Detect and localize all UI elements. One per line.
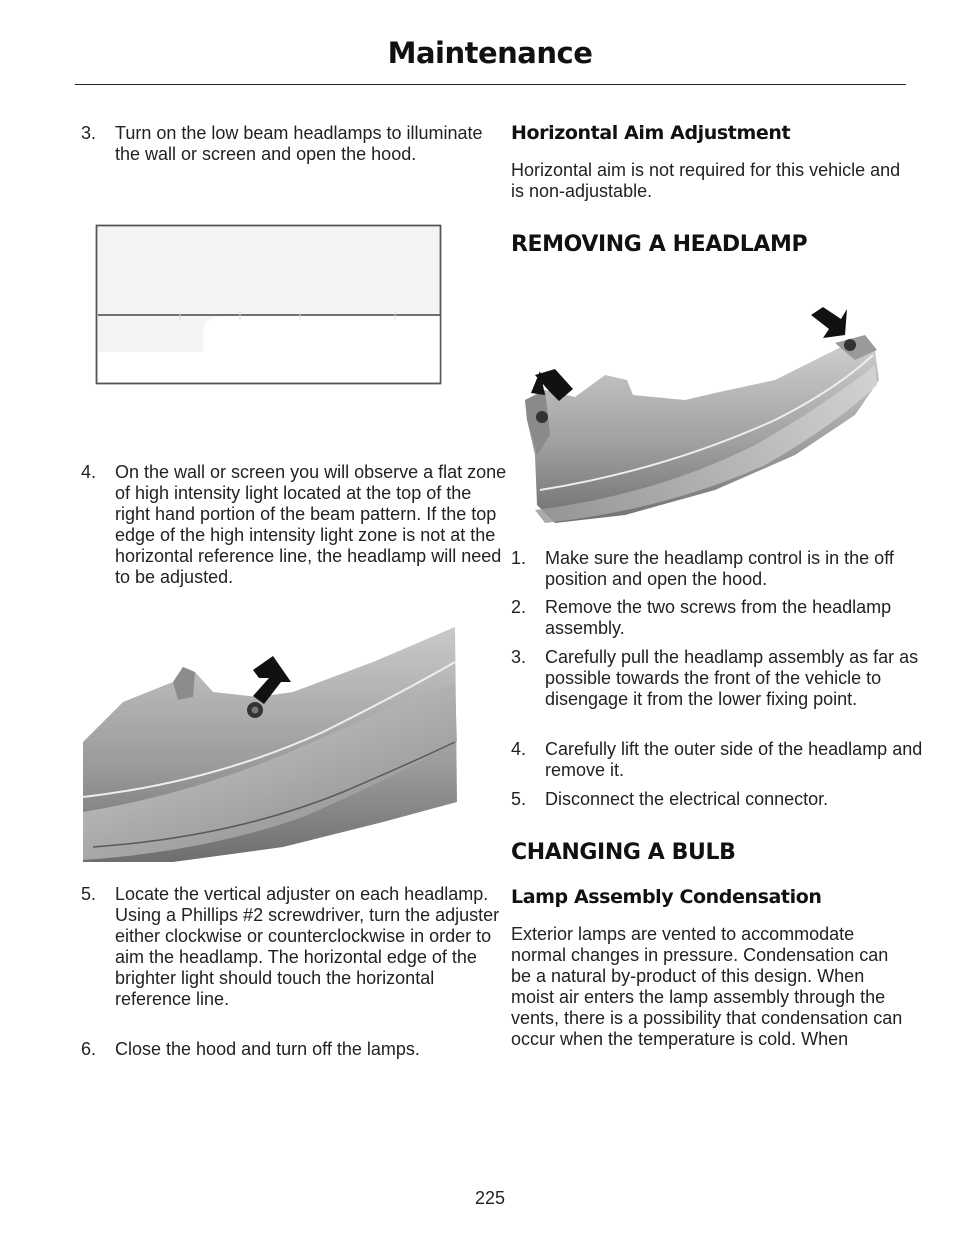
step-number: 3. <box>511 647 527 667</box>
step-4 <box>81 462 507 588</box>
step-text: Make sure the headlamp control is in the off position and open the hood. <box>545 548 894 589</box>
step-text: Carefully pull the headlamp assembly as far as possible towards the front of the vehicle to disengage it from the lower fixing point. <box>545 647 919 709</box>
header-divider <box>75 84 906 85</box>
step-number: 3. <box>81 123 97 143</box>
step-text: On the wall or screen you will observe a flat zone of high intensity light located at the top of the right hand portion of the beam pattern. If the top edge of the high intensity light zone is not at the horizontal reference line, the headlamp will need to be adjusted. <box>115 462 507 587</box>
step-3 <box>81 123 507 165</box>
removing-step-4 <box>511 739 940 781</box>
step-text: Turn on the low beam headlamps to illuminate the wall or screen and open the hood. <box>115 123 483 164</box>
step-number: 5. <box>81 884 97 904</box>
beam-pattern-illustration <box>95 224 443 386</box>
step-text: Close the hood and turn off the lamps. <box>115 1039 420 1059</box>
step-text: Carefully lift the outer side of the headlamp and remove it. <box>545 739 923 780</box>
step-5 <box>81 884 507 1010</box>
vertical-adjuster-illustration <box>83 622 459 864</box>
page-title: Maintenance <box>387 36 593 70</box>
changing-bulb-heading: CHANGING A BULB <box>511 840 736 865</box>
step-text: Locate the vertical adjuster on each headlamp. Using a Phillips #2 screwdriver, turn the adjuster either clockwise or counterclockwise in order to aim the headlamp. The horizontal edge of the brighter light should touch the horizontal reference line. <box>115 884 500 1009</box>
removing-step-5 <box>511 789 940 810</box>
step-number: 4. <box>81 462 97 482</box>
step-number: 1. <box>511 548 527 568</box>
removing-step-1 <box>511 548 940 590</box>
step-number: 4. <box>511 739 527 759</box>
removing-step-3 <box>511 647 940 710</box>
step-number: 5. <box>511 789 527 809</box>
step-6 <box>81 1039 507 1060</box>
step-number: 2. <box>511 597 527 617</box>
removing-step-2 <box>511 597 940 639</box>
page-number: 225 <box>474 1188 506 1208</box>
horizontal-aim-heading: Horizontal Aim Adjustment <box>511 122 791 144</box>
step-number: 6. <box>81 1039 97 1059</box>
removing-headlamp-illustration <box>515 305 883 527</box>
removing-headlamp-heading: REMOVING A HEADLAMP <box>511 232 808 257</box>
condensation-text: Exterior lamps are vented to accommodate normal changes in pressure. Condensation can be a natural by-product of this design. When moist air enters the lamp assembly through the vents, there is a possibility that condensation can occur when the temperature is cold. When <box>511 924 903 1049</box>
step-text: Remove the two screws from the headlamp assembly. <box>545 597 892 638</box>
horizontal-aim-text: Horizontal aim is not required for this vehicle and is non-adjustable. <box>511 160 901 201</box>
step-text: Disconnect the electrical connector. <box>545 789 829 809</box>
condensation-subheading: Lamp Assembly Condensation <box>511 886 822 908</box>
